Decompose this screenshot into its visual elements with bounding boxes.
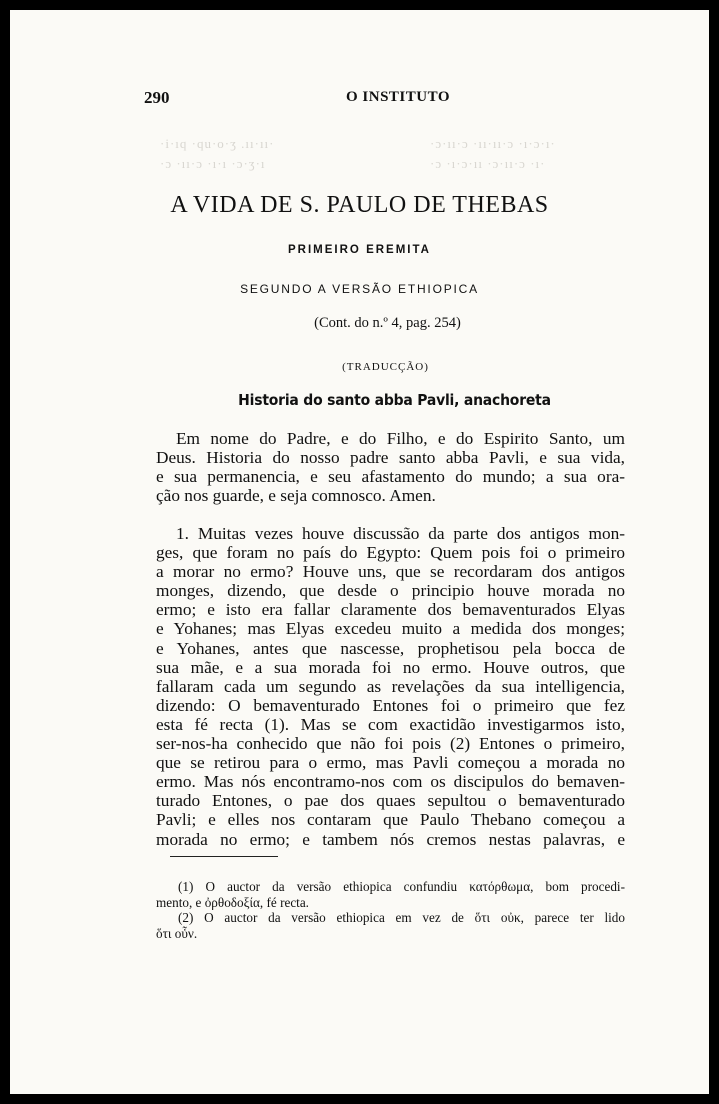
text-line: ermo. Mas nós encontramo-nos com os discipulos do bemaven- [156,772,625,792]
bleed-through-text: ·ɔ·ıı·ɔ ·ıı·ıı·ɔ ·ı·ɔ·ı· [430,136,556,151]
running-head [10,88,709,112]
text-line: Em nome do Padre, e do Filho, e do Espirito Santo, um [176,429,625,448]
journal-title: O INSTITUTO [346,89,451,105]
text-line: Deus. Historia do nosso padre santo abba Pavli, e sua vida, [156,448,625,468]
text-line: ermo; e isto era fallar claramente dos bemaventurados Elyas [156,600,625,620]
version-line: SEGUNDO A VERSÃO ETHIOPICA [240,282,479,296]
article-subtitle: PRIMEIRO EREMITA [288,244,431,256]
section-heading: Historia do santo abba Pavli, anachoreta [238,391,551,409]
footnote-divider [170,856,278,857]
text-line: sua mãe, e a sua morada foi no ermo. Houve outros, que [156,657,625,677]
footnote-line: mento, e ὀρθοδοξία, fé recta. [156,894,309,910]
footnote-line: (2) O auctor da versão ethiopica em vez de ὅτι οὐκ, parece ter lido [178,910,625,925]
text-line: turado Entones, o pae dos quaes sepultou o bemaventurado [156,791,625,811]
text-line: fallaram cada um segundo as revelações da sua intelligencia, [156,676,625,696]
bleed-through-text: ·ɔ ·ıı·ɔ ·ı·ı ·ɔ·ʒ·ı [160,156,266,171]
text-line: ção nos guarde, e seja comnosco. Amen. [156,486,436,506]
text-line: 1. Muitas vezes houve discussão da parte dos antigos mon- [176,524,625,543]
text-line: que se retirou para o ermo, mas Pavli começou a morada no [156,753,625,773]
text-line: e Yohanes, antes que nascesse, prophetisou pela bocca de [156,638,625,658]
article-title: A VIDA DE S. PAULO DE THEBAS [170,192,549,218]
text-line: ser-nos-ha conhecido que não foi pois (2) Entones o primeiro, [156,734,625,754]
paragraph-1 [156,524,625,849]
footnotes [156,879,625,941]
document-page [10,10,709,1094]
text-line: Pavli; e elles nos contaram que Paulo Thebano começou a [156,810,625,830]
translation-note: (TRADUCÇÃO) [342,361,429,373]
footnote-line: ὅτι οὖν. [156,925,198,941]
invocation-paragraph [156,429,625,505]
text-line: esta fé recta (1). Mas se com exactidão investigarmos isto, [156,714,625,734]
bleed-through-text: ·ɔ ·ı·ɔ·ıı ·ɔ·ıı·ɔ ·ı· [430,156,546,171]
text-line: e sua permanencia, e seu afastamento do mundo; a sua ora- [156,467,625,487]
footnote-line: (1) O auctor da versão ethiopica confundiu κατόρθωμα, bom procedi- [178,879,625,894]
text-line: e Yohanes; mas Elyas excedeu muito a medida dos monges; [156,619,625,639]
text-line: a morar no ermo? Houve uns, que se recordaram dos antigos [156,562,625,582]
continuation-note: (Cont. do n.º 4, pag. 254) [314,315,461,331]
bleed-through-text: ·i·ıq ·qu·o·ʒ .ıı·ıı· [160,136,275,151]
text-line: monges, dizendo, que desde o principio houve morada no [156,581,625,601]
text-line: dizendo: O bemaventurado Entones foi o primeiro que fez [156,695,625,715]
text-line: morada no ermo; e tambem nós cremos nestas palavras, e [156,829,625,849]
page-number: 290 [144,88,170,107]
text-line: ges, que foram no país do Egypto: Quem pois foi o primeiro [156,543,625,563]
